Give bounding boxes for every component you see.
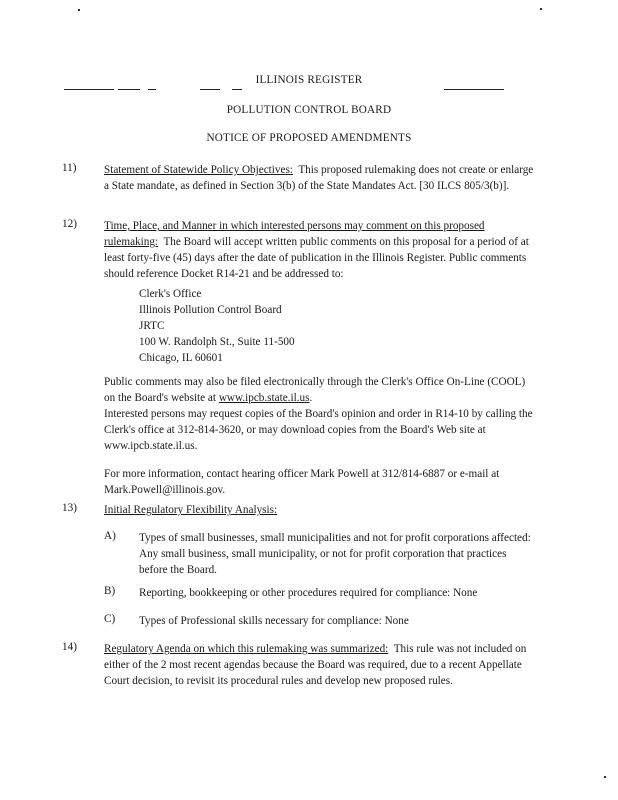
item-text: Reporting, bookkeeping or other procedures required for compliance: None bbox=[139, 587, 478, 599]
header-rule-left-e bbox=[232, 89, 242, 90]
scan-speck bbox=[78, 9, 80, 11]
scan-speck bbox=[604, 776, 606, 778]
item-letter: C) bbox=[104, 613, 116, 625]
section-number: 14) bbox=[62, 641, 77, 653]
item-letter: A) bbox=[104, 530, 116, 542]
item-text: Types of small businesses, small municipalities and not for profit corporations affected: Any small business, small municipality, or not for profit corporation that practices before the Board. bbox=[139, 532, 531, 576]
item-text: Types of Professional skills necessary for compliance: None bbox=[139, 615, 409, 627]
address-line: Illinois Pollution Control Board bbox=[139, 304, 282, 316]
scan-speck bbox=[540, 8, 542, 10]
electronic-text: Public comments may also be filed electronically through the Clerk's Office On-Line (COOL) on the Board's website at bbox=[104, 376, 526, 404]
board-website-link[interactable]: www.ipcb.state.il.us bbox=[218, 392, 310, 404]
section-number: 12) bbox=[62, 218, 77, 230]
header-rule-left-b bbox=[118, 89, 140, 90]
register-title: ILLINOIS REGISTER bbox=[255, 74, 363, 86]
section-11 bbox=[104, 162, 534, 194]
info-paragraph bbox=[104, 466, 534, 498]
section-number: 11) bbox=[62, 162, 77, 174]
copies-paragraph bbox=[104, 406, 534, 454]
header-rule-right bbox=[444, 89, 504, 90]
section-12 bbox=[104, 218, 534, 282]
section-heading: Statement of Statewide Policy Objectives: bbox=[104, 164, 293, 176]
mailing-address bbox=[139, 286, 295, 366]
copies-text: Interested persons may request copies of the Board's opinion and order in R14-10 by calling the Clerk's office at 312-814-3620, or may download copies from the Board's Web site at www.ipcb.state.il.us. bbox=[104, 408, 533, 452]
info-text: For more information, contact hearing officer Mark Powell at 312/814-6887 or e-mail at Mark.Powell@illinois.gov. bbox=[104, 468, 500, 496]
address-line: JRTC bbox=[139, 320, 165, 332]
header-rule-left bbox=[64, 89, 114, 90]
section-text: This proposed rulemaking does not create or enlarge a State mandate, as defined in Section 3(b) of the State Mandates Act. [30 ILCS 805/3(b)]. bbox=[104, 164, 534, 192]
notice-title: NOTICE OF PROPOSED AMENDMENTS bbox=[206, 132, 412, 144]
section-heading: Regulatory Agenda on which this rulemaking was summarized: bbox=[104, 643, 389, 655]
section-13 bbox=[104, 502, 534, 518]
section-number: 13) bbox=[62, 502, 77, 514]
address-line: 100 W. Randolph St., Suite 11-500 bbox=[139, 336, 295, 348]
section-heading: Time, Place, and Manner in which interested persons may comment on this proposed rulemaking: bbox=[104, 220, 485, 248]
electronic-end: . bbox=[309, 392, 313, 404]
address-line: Clerk's Office bbox=[139, 288, 202, 300]
section-text: The Board will accept written public comments on this proposal for a period of at least forty-five (45) days after the date of publication in the Illinois Register. Public comments should reference Docket R14-21 and be addressed to: bbox=[104, 236, 529, 280]
header-rule-left-c bbox=[148, 89, 156, 90]
agency-title: POLLUTION CONTROL BOARD bbox=[226, 104, 392, 116]
section-text: This rule was not included on either of the 2 most recent agendas because the Board was required, due to a recent Appellate Court decision, to revisit its procedural rules and develop new proposed rules. bbox=[104, 643, 527, 687]
header-rule-left-d bbox=[200, 89, 220, 90]
section-14 bbox=[104, 641, 534, 689]
section-heading: Initial Regulatory Flexibility Analysis: bbox=[104, 504, 278, 516]
address-line: Chicago, IL 60601 bbox=[139, 352, 223, 364]
item-letter: B) bbox=[104, 585, 116, 597]
electronic-filing-paragraph bbox=[104, 374, 534, 406]
